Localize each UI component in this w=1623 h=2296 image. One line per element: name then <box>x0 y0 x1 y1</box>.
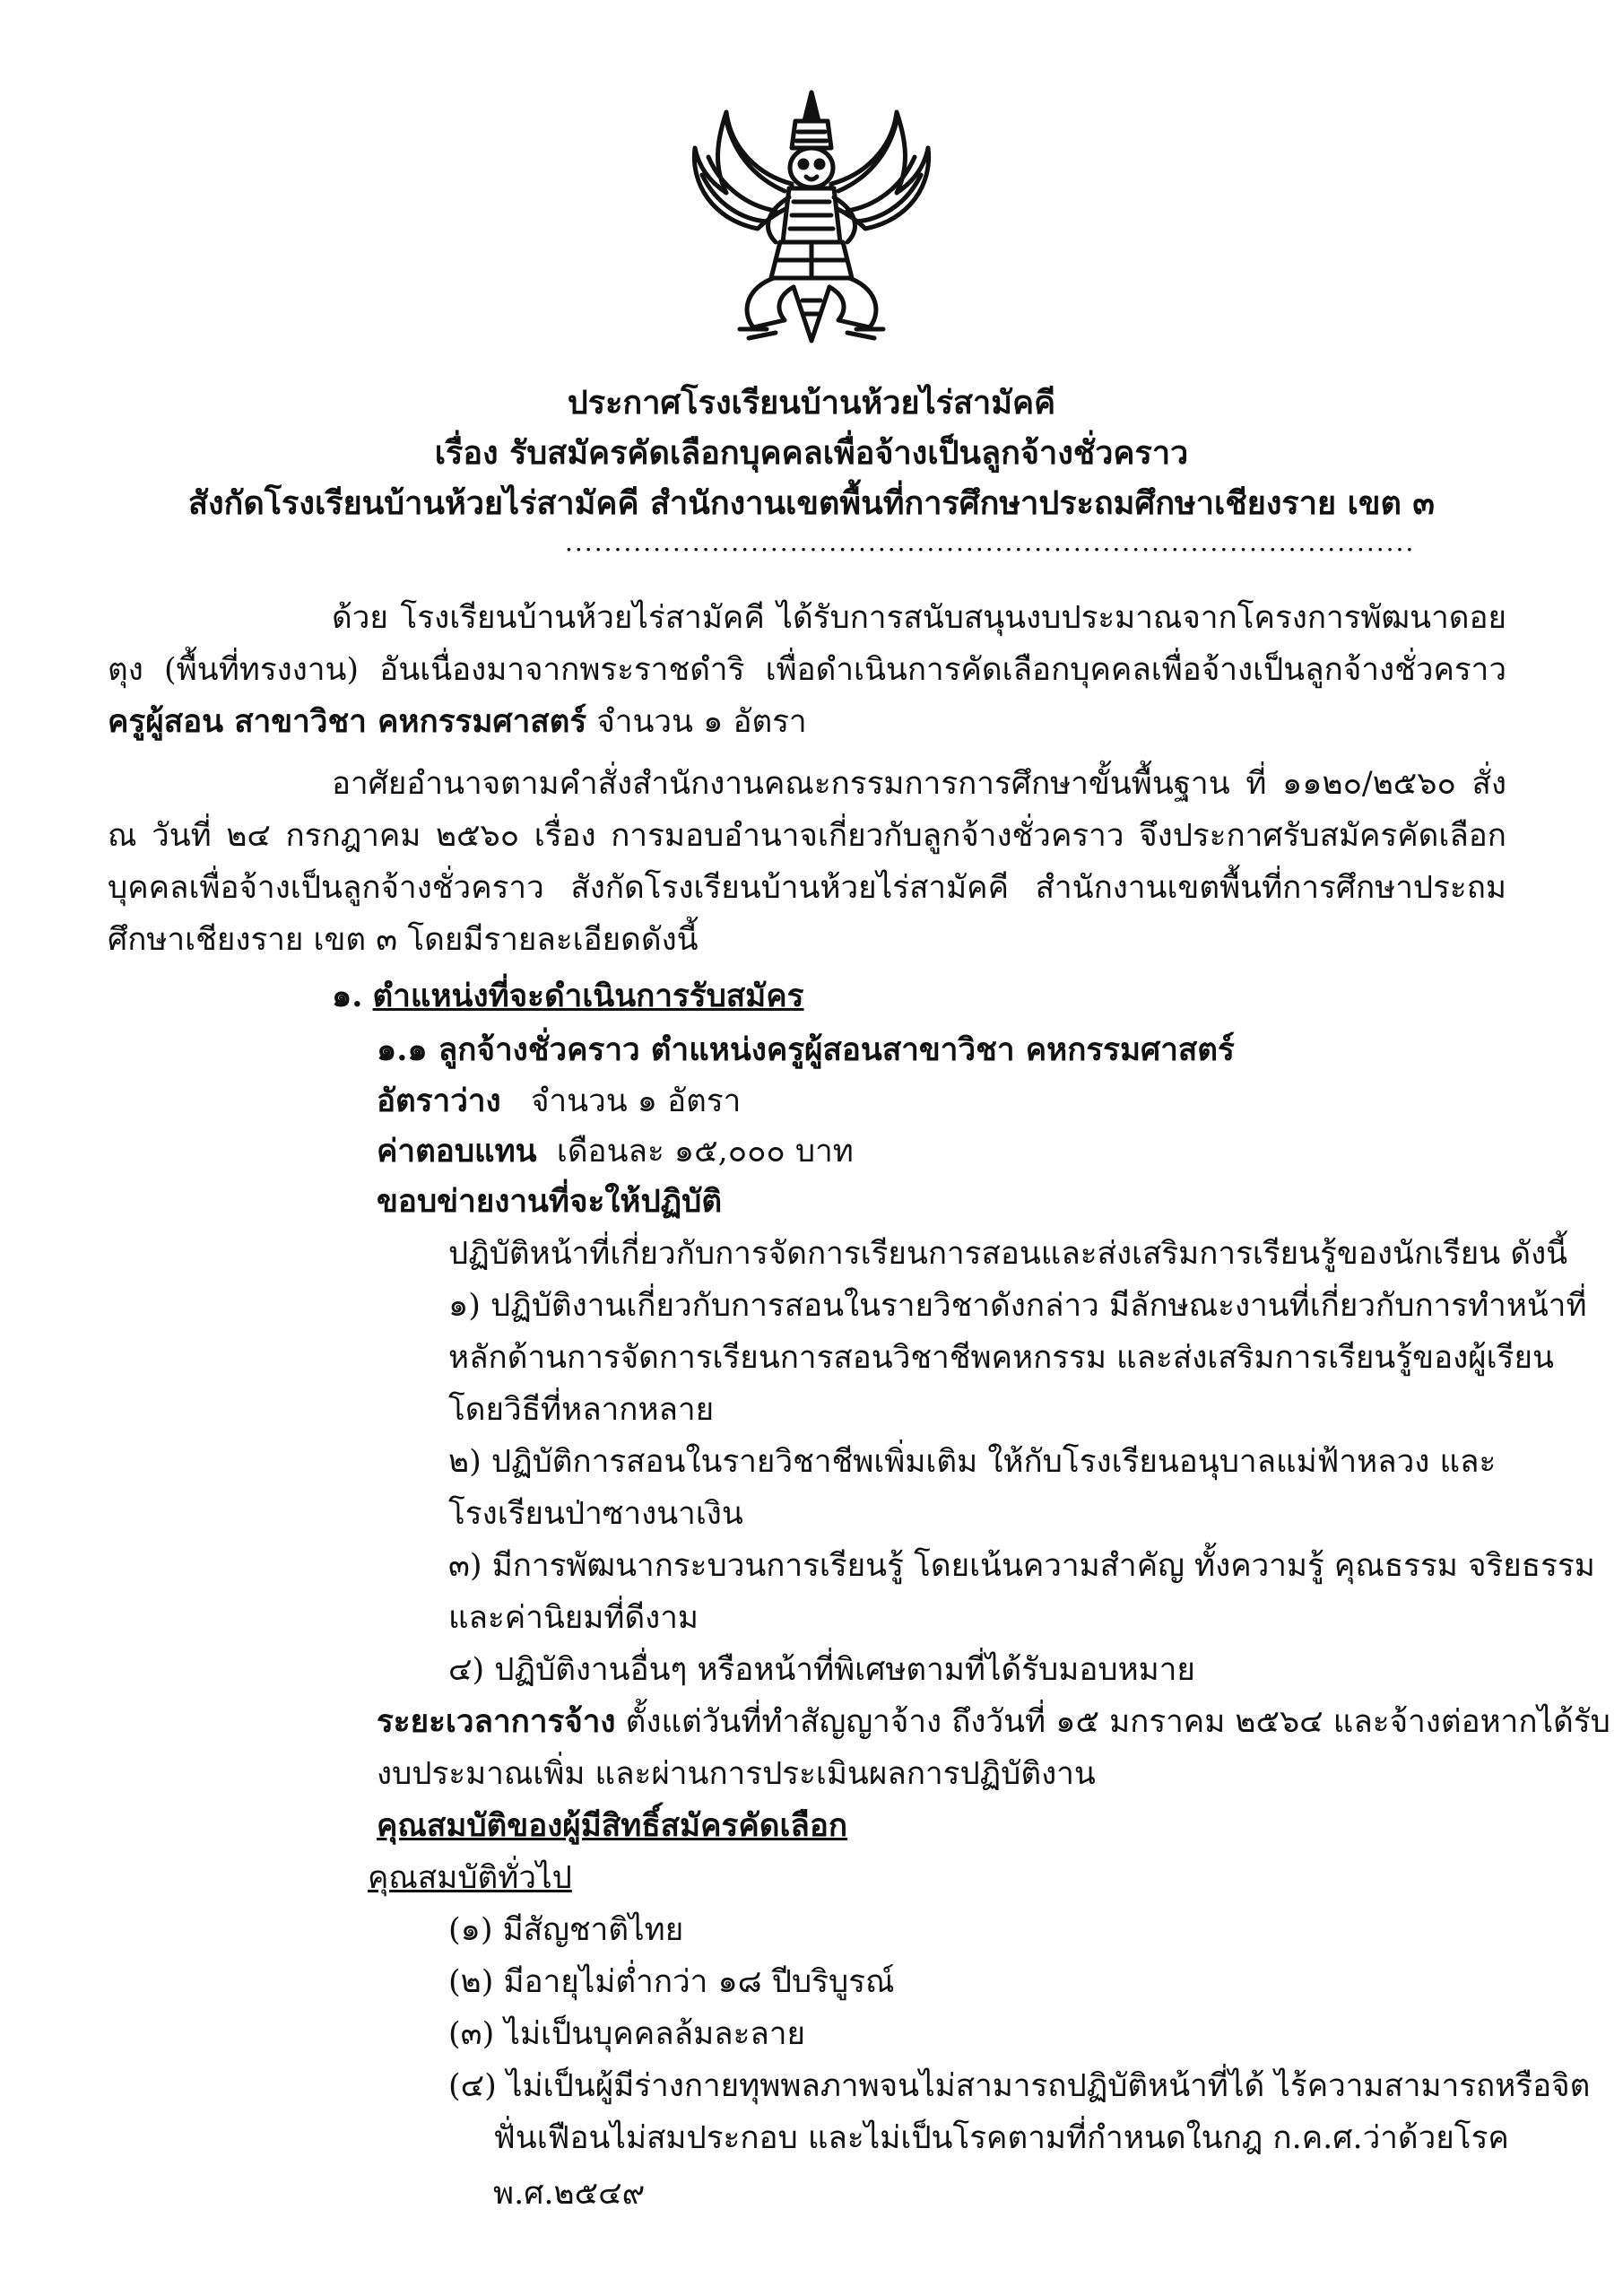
duty-2-line-1: ๒) ปฏิบัติการสอนในรายวิชาชีพเพิ่มเติม ให้กับโรงเรียนอนุบาลแม่ฟ้าหลวง และ <box>448 1444 1497 1480</box>
qualification-item-4-line-3: พ.ศ.๒๕๔๙ <box>493 2176 646 2212</box>
section-1-1-heading: ๑.๑ ลูกจ้างชั่วคราว ตำแหน่งครูผู้สอนสาขาวิชา คหกรรมศาสตร์ <box>377 1031 1235 1068</box>
intro-paragraph-1 <box>108 592 1506 748</box>
announcement-title-block <box>179 381 1444 532</box>
period-label: ระยะเวลาการจ้าง <box>377 1703 616 1740</box>
duty-2-line-2: โรงเรียนป่าซางนาเงิน <box>448 1496 743 1532</box>
intro-p1-tail: จำนวน ๑ อัตรา <box>596 704 807 740</box>
scope-intro: ปฏิบัติหน้าที่เกี่ยวกับการจัดการเรียนการสอนและส่งเสริมการเรียนรู้ของนักเรียน ดังนี้ <box>448 1236 1568 1272</box>
qualification-item: (๒) มีอายุไม่ต่ำกว่า ๑๘ ปีบริบูรณ์ <box>448 1964 895 2000</box>
announcement-title: ประกาศโรงเรียนบ้านห้วยไร่สามัคคี <box>567 384 1056 422</box>
duty-4-line-1: ๔) ปฏิบัติงานอื่นๆ หรือหน้าที่พิเศษตามที่ได้รับมอบหมาย <box>448 1652 1195 1688</box>
scope-label: ขอบข่ายงานที่จะให้ปฏิบัติ <box>377 1183 723 1220</box>
announcement-subject: เรื่อง รับสมัครคัดเลือกบุคคลเพื่อจ้างเป็นลูกจ้างชั่วคราว <box>434 434 1189 472</box>
duty-1-line-3: โดยวิธีที่หลากหลาย <box>448 1392 715 1428</box>
intro-p2-text: อาศัยอำนาจตามคำสั่งสำนักงานคณะกรรมการการศึกษาขั้นพื้นฐาน ที่ ๑๑๒๐/๒๕๖๐ สั่ง ณ วันที่ ๒๔ กรกฎาคม ๒๕๖๐ เรื่อง การมอบอำนาจเกี่ยวกับลูกจ้างชั่วคราว จึงประกาศรับสมัครคัดเลือกบุคคลเพื่อจ้างเป็นลูกจ้างชั่วคราว สังกัดโรงเรียนบ้านห้วยไร่สามัคคี สำนักงานเขตพื้นที่การศึกษาประถมศึกษาเชียงราย เขต ๓ โดยมีรายละเอียดดังนี้ <box>108 766 1506 958</box>
period-line-1: ตั้งแต่วันที่ทำสัญญาจ้าง ถึงวันที่ ๑๕ มกราคม ๒๕๖๔ และจ้างต่อหากได้รับ <box>625 1704 1610 1740</box>
qualification-item: (๔) ไม่เป็นผู้มีร่างกายทุพพลภาพจนไม่สามารถปฏิบัติหน้าที่ได้ ไร้ความสามารถหรือจิต <box>448 2068 1591 2104</box>
period-line-2: งบประมาณเพิ่ม และผ่านการประเมินผลการปฏิบัติงาน <box>377 1756 1096 1792</box>
section-1-heading <box>332 973 803 1020</box>
duty-3-line-1: ๓) มีการพัฒนากระบวนการเรียนรู้ โดยเน้นความสำคัญ ทั้งความรู้ คุณธรรม จริยธรรม <box>448 1548 1595 1584</box>
section-1-title: ตำแหน่งที่จะดำเนินการรับสมัคร <box>372 978 804 1014</box>
title-divider: ....................................................................................... <box>565 527 1416 557</box>
intro-p1-text: ด้วย โรงเรียนบ้านห้วยไร่สามัคคี ได้รับการสนับสนุนงบประมาณจากโครงการพัฒนาดอยตุง (พื้นที่ทรงงาน) อันเนื่องมาจากพระราชดำริ เพื่อดำเนินการคัดเลือกบุคคลเพื่อจ้างเป็นลูกจ้างชั่วคราว <box>108 600 1506 688</box>
pay-value: เดือนละ ๑๕,๐๐๐ บาท <box>556 1134 854 1170</box>
garuda-emblem-icon <box>677 85 946 354</box>
announcement-affiliation: สังกัดโรงเรียนบ้านห้วยไร่สามัคคี สำนักงานเขตพื้นที่การศึกษาประถมศึกษาเชียงราย เขต ๓ <box>187 484 1436 522</box>
duty-1-line-1: ๑) ปฏิบัติงานเกี่ยวกับการสอนในรายวิชาดังกล่าว มีลักษณะงานที่เกี่ยวกับการทำหน้าที่ <box>448 1288 1587 1324</box>
employment-period-row <box>377 1699 1610 1745</box>
pay-row <box>377 1128 854 1175</box>
duty-3-line-2: และค่านิยมที่ดีงาม <box>448 1600 699 1636</box>
duty-1-line-2: หลักด้านการจัดการเรียนการสอนวิชาชีพคหกรรม และส่งเสริมการเรียนรู้ของผู้เรียน <box>448 1340 1554 1376</box>
general-qualifications-heading: คุณสมบัติทั่วไป <box>368 1860 572 1896</box>
vacancy-label: อัตราว่าง <box>377 1083 501 1119</box>
qualification-item: (๓) ไม่เป็นบุคคลล้มละลาย <box>448 2016 806 2052</box>
vacancy-value: จำนวน ๑ อัตรา <box>531 1083 742 1119</box>
pay-label: ค่าตอบแทน <box>377 1133 537 1170</box>
section-1-number: ๑. <box>332 978 363 1014</box>
qualification-item: (๑) มีสัญชาติไทย <box>448 1912 684 1948</box>
qualifications-heading: คุณสมบัติของผู้มีสิทธิ์สมัครคัดเลือก <box>377 1807 848 1844</box>
intro-p1-position: ครูผู้สอน สาขาวิชา คหกรรมศาสตร์ <box>108 703 587 740</box>
vacancy-row <box>377 1078 741 1125</box>
qualification-item-4-line-2: ฟั่นเฟือนไม่สมประกอบ และไม่เป็นโรคตามที่กำหนดในกฎ ก.ค.ศ.ว่าด้วยโรค <box>493 2120 1509 2156</box>
intro-paragraph-2 <box>108 758 1506 966</box>
